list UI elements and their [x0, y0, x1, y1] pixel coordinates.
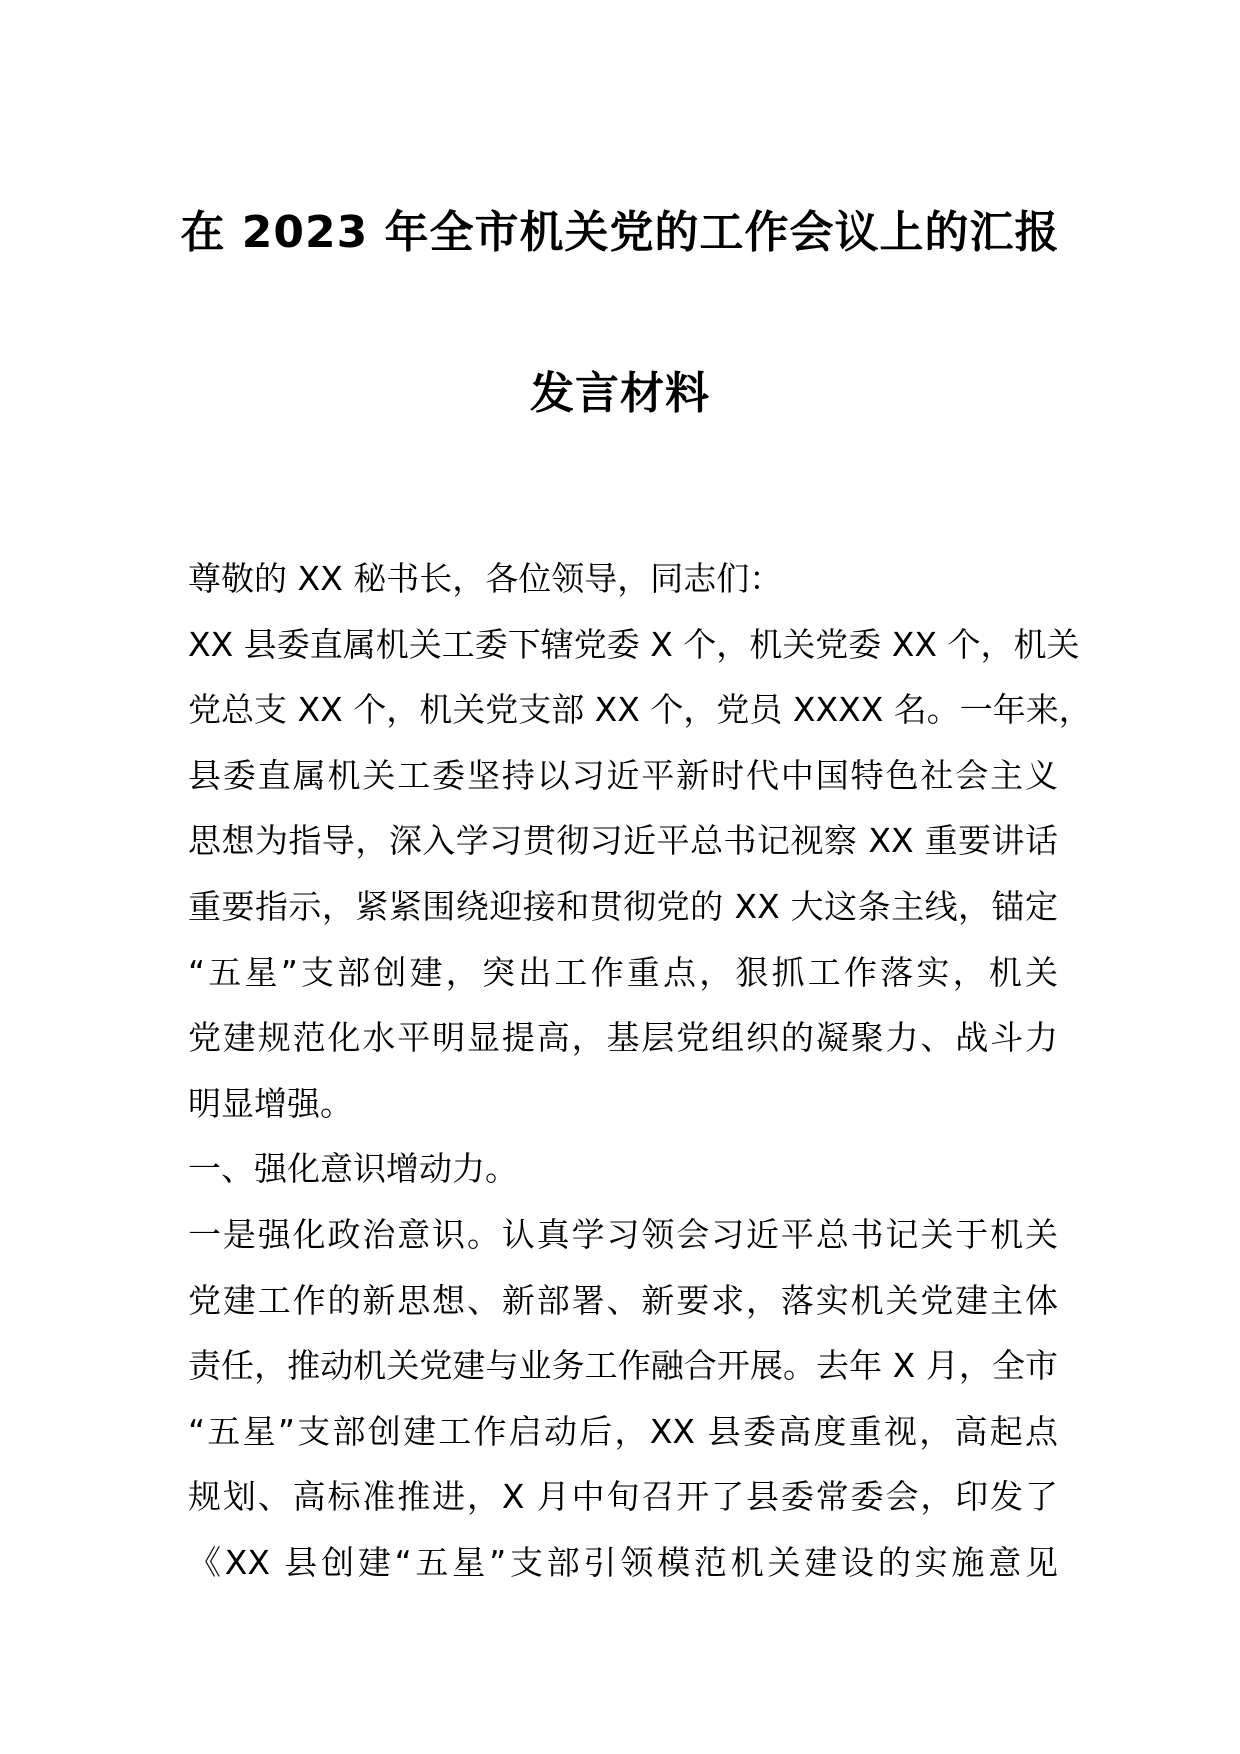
document-body — [188, 546, 1092, 1596]
body-text-line: “五星”支部创建，突出工作重点，狠抓工作落实，机关 — [188, 952, 1058, 992]
body-text-line: 县委直属机关工委坚持以习近平新时代中国特色社会主义 — [188, 755, 1058, 795]
body-text-line: XX 县委直属机关工委下辖党委 X 个，机关党委 XX 个，机关 — [188, 624, 1080, 664]
body-text-line: 规划、高标准推进，X 月中旬召开了县委常委会，印发了 — [188, 1477, 1058, 1517]
body-text-line: 尊敬的 XX 秘书长，各位领导，同志们： — [188, 559, 783, 598]
body-text-line: 思想为指导，深入学习贯彻习近平总书记视察 XX 重要讲话 — [188, 821, 1058, 861]
body-text-line: 党总支 XX 个，机关党支部 XX 个，党员 XXXX 名。一年来， — [188, 690, 1092, 730]
body-text-line: 明显增强。 — [188, 1083, 353, 1123]
body-text-line: 《XX 县创建“五星”支部引领模范机关建设的实施意见 — [188, 1542, 1058, 1582]
body-text-line: 责任，推动机关党建与业务工作融合开展。去年 X 月，全市 — [188, 1346, 1058, 1386]
body-text-line: 党建工作的新思想、新部署、新要求，落实机关党建主体 — [188, 1280, 1058, 1320]
body-text-line: 重要指示，紧紧围绕迎接和贯彻党的 XX 大这条主线，锚定 — [188, 886, 1058, 926]
body-text-line: 党建规范化水平明显提高，基层党组织的凝聚力、战斗力 — [188, 1018, 1058, 1058]
document-title-line-1: 在 2023 年全市机关党的工作会议上的汇报 — [180, 207, 1060, 258]
body-text-line: 一是强化政治意识。认真学习领会习近平总书记关于机关 — [188, 1214, 1058, 1254]
document-title-line-2: 发言材料 — [530, 368, 710, 419]
body-text-line: “五星”支部创建工作启动后，XX 县委高度重视，高起点 — [188, 1411, 1058, 1451]
body-text-line: 一、强化意识增动力。 — [188, 1149, 518, 1189]
